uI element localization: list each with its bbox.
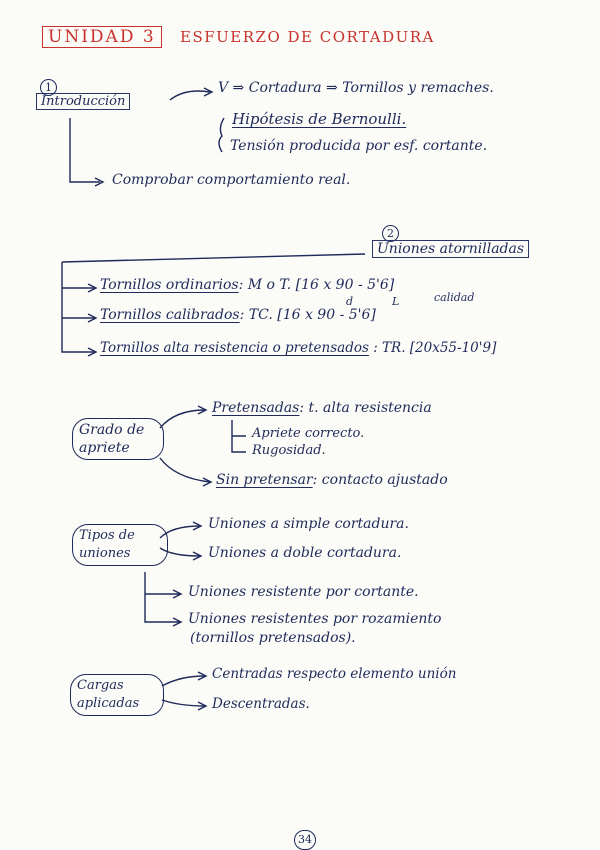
tipos-uniones-label: Tipos de uniones <box>72 524 168 566</box>
grado-apriete-label: Grado de apriete <box>72 418 164 460</box>
annotation-l: L <box>392 295 400 308</box>
unit-label: UNIDAD 3 <box>42 26 162 48</box>
page-title: ESFUERZO DE CORTADURA <box>180 28 435 46</box>
rugosidad: Rugosidad. <box>252 443 326 458</box>
bolt-row-2: Tornillos calibrados: TC. [16 x 90 - 5'6] <box>100 307 376 323</box>
centradas-text: Centradas respecto elemento unión <box>212 666 457 682</box>
page-number: 34 <box>294 828 316 850</box>
doble-cortadura: Uniones a doble cortadura. <box>208 545 402 561</box>
section-title-uniones: Uniones atornilladas <box>372 240 529 258</box>
simple-cortadura: Uniones a simple cortadura. <box>208 516 409 532</box>
check-text: Comprobar comportamiento real. <box>112 172 351 188</box>
section-number-2: 2 <box>382 222 399 242</box>
resistente-cortante: Uniones resistente por cortante. <box>188 584 419 600</box>
intro-arrow-text: V ⇒ Cortadura ⇒ Tornillos y remaches. <box>218 80 494 96</box>
cargas-aplicadas-label: Cargas aplicadas <box>70 674 164 716</box>
pretensadas-line: Pretensadas: t. alta resistencia <box>212 400 432 416</box>
hypothesis-text: Hipótesis de Bernoulli. <box>232 110 407 128</box>
annotation-d: d <box>346 295 354 308</box>
tornillos-pretensados: (tornillos pretensados). <box>190 630 356 646</box>
bolt-row-1: Tornillos ordinarios: M o T. [16 x 90 - 5'6] <box>100 277 395 293</box>
section-title-introduccion: Introducción <box>36 93 130 110</box>
resistentes-rozamiento: Uniones resistentes por rozamiento <box>188 611 442 627</box>
section-number-1: 1 <box>40 76 57 96</box>
annotation-calidad: calidad <box>434 291 475 304</box>
descentradas-text: Descentradas. <box>212 696 310 712</box>
bolt-row-3: Tornillos alta resistencia o pretensados : TR. [20x55-10'9] <box>100 340 497 356</box>
tension-text: Tensión producida por esf. cortante. <box>230 138 488 154</box>
apriete-correcto: Apriete correcto. <box>252 426 365 441</box>
sin-pretensar-line: Sin pretensar: contacto ajustado <box>216 472 448 488</box>
